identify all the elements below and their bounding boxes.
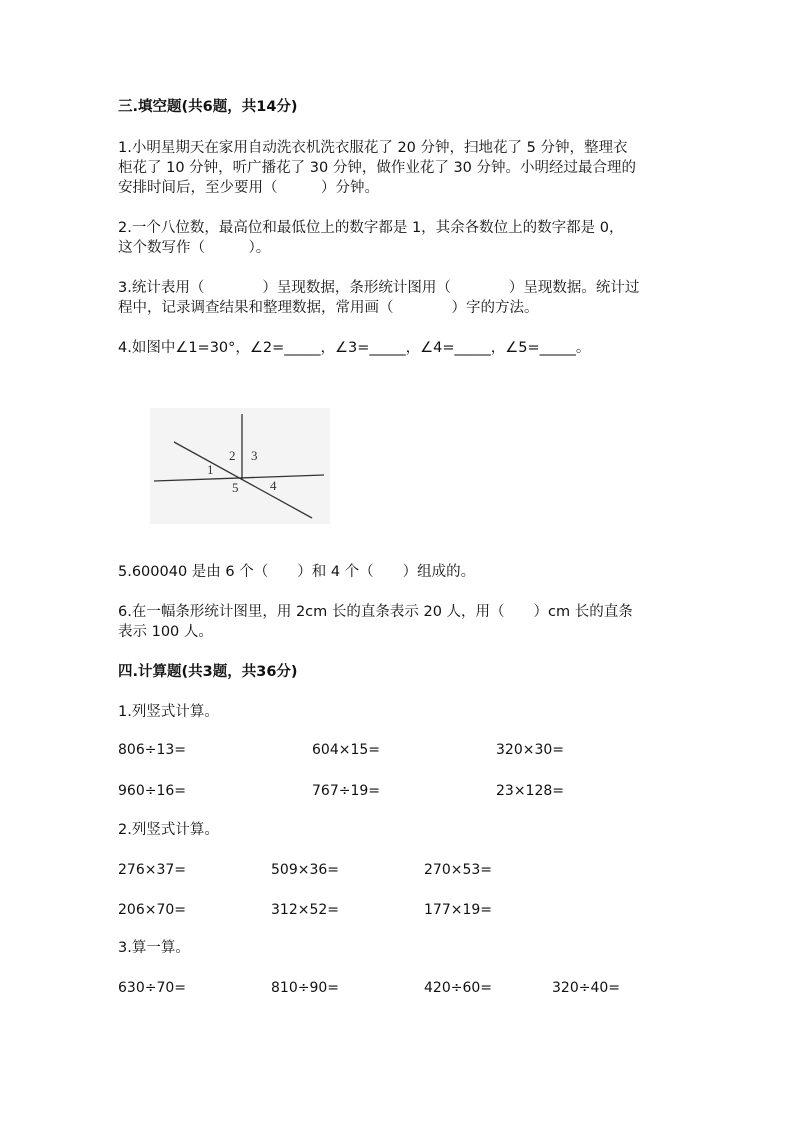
q2-line2: 这个数写作（ ）。 — [118, 240, 271, 256]
q3-line2: 程中，记录调查结果和整理数据，常用画（ ）字的方法。 — [118, 300, 539, 316]
calc-item: 960÷16= — [118, 783, 186, 799]
angle-label-1: 1 — [207, 462, 214, 477]
angle-label-5: 5 — [232, 480, 239, 495]
figure-background — [150, 408, 330, 524]
calc-item: 630÷70= — [118, 980, 186, 996]
calc-item: 312×52= — [271, 902, 339, 918]
calc-item: 810÷90= — [271, 980, 339, 996]
calc-item: 206×70= — [118, 902, 186, 918]
calc-q3-title: 3.算一算。 — [118, 940, 190, 956]
angle-label-3: 3 — [251, 448, 258, 463]
calc-item: 320÷40= — [552, 980, 620, 996]
q4-line1: 4.如图中∠1=30°，∠2=_____，∠3=_____，∠4=_____，∠5=_____。 — [118, 340, 591, 356]
calc-item: 320×30= — [496, 742, 564, 758]
calc-item: 604×15= — [312, 742, 380, 758]
angle-label-2: 2 — [229, 448, 236, 463]
section3-heading: 三.填空题(共6题，共14分) — [118, 99, 298, 115]
q1-line1: 1.小明星期天在家用自动洗衣机洗衣服花了 20 分钟，扫地花了 5 分钟，整理衣 — [118, 140, 628, 156]
q6-line1: 6.在一幅条形统计图里，用 2cm 长的直条表示 20 人，用（ ）cm 长的直条 — [118, 604, 633, 620]
section4-heading: 四.计算题(共3题，共36分) — [118, 664, 298, 680]
q1-line3: 安排时间后，至少要用（ ）分钟。 — [118, 180, 379, 196]
q3-line1: 3.统计表用（ ）呈现数据，条形统计图用（ ）呈现数据。统计过 — [118, 280, 640, 296]
q1-line2: 柜花了 10 分钟，听广播花了 30 分钟，做作业花了 30 分钟。小明经过最合理的 — [118, 160, 637, 176]
q5-line1: 5.600040 是由 6 个（ ）和 4 个（ ）组成的。 — [118, 564, 476, 580]
calc-q2-title: 2.列竖式计算。 — [118, 822, 219, 838]
calc-item: 767÷19= — [312, 783, 380, 799]
calc-item: 276×37= — [118, 862, 186, 878]
angle-figure — [150, 408, 330, 524]
q6-line2: 表示 100 人。 — [118, 624, 213, 640]
q2-line1: 2.一个八位数，最高位和最低位上的数字都是 1，其余各数位上的数字都是 0， — [118, 220, 624, 236]
calc-item: 23×128= — [496, 783, 564, 799]
calc-q1-title: 1.列竖式计算。 — [118, 704, 219, 720]
calc-item: 509×36= — [271, 862, 339, 878]
calc-item: 177×19= — [424, 902, 492, 918]
calc-item: 270×53= — [424, 862, 492, 878]
angle-label-4: 4 — [270, 478, 277, 493]
calc-item: 420÷60= — [424, 980, 492, 996]
calc-item: 806÷13= — [118, 742, 186, 758]
